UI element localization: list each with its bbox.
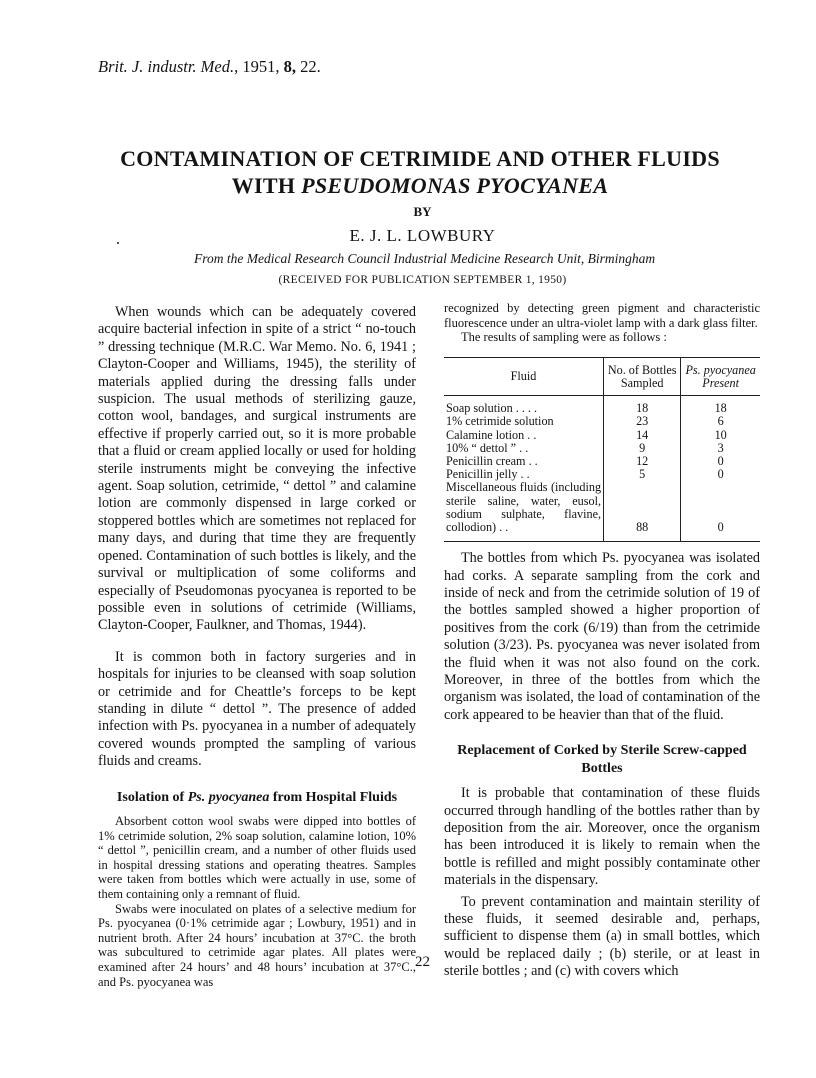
- left-column: [98, 304, 416, 989]
- row-sampled: 5: [604, 468, 681, 481]
- table-row: [444, 481, 760, 541]
- page-number: 22: [415, 954, 430, 970]
- table-header-present: Ps. pyocyanea Present: [681, 357, 760, 395]
- row-present: 6: [681, 415, 760, 428]
- byline: BY: [413, 204, 432, 219]
- title-organism: PSEUDOMONAS PYOCYANEA: [301, 173, 609, 198]
- row-fluid: Calamine lotion . .: [446, 427, 537, 442]
- row-fluid: Penicillin cream . .: [446, 454, 538, 468]
- after-table-paragraph: The bottles from which Ps. pyocyanea was isolated had corks. A separate sampling from the cork and inside of neck and from the cetrimide solution of 19 of the bottles sampled showed a higher proportion of positives from the cork (6/19) than from the cetrimide solution (3/23). Ps. pyocyanea was never isolated from the fluid when it was not also found on the cork. Moreover, in three of the bottles from which the organism was isolated, the load of contamination of the cork appeared to be heavier than that of the fluid.: [444, 550, 760, 723]
- title-prefix: WITH: [231, 173, 296, 198]
- row-present: 0: [681, 455, 760, 468]
- section1-suffix: from Hospital Fluids: [272, 789, 398, 805]
- article-title-line1: CONTAMINATION OF CETRIMIDE AND OTHER FLUIDS: [120, 146, 720, 171]
- author-affiliation: From the Medical Research Council Industrial Medicine Research Unit, Birmingham: [194, 251, 656, 266]
- replacement-paragraph-1: It is probable that contamination of these fluids occurred through handling of the bottles rather than by deposition from the air. Moreover, once the organism has been introduced it is likely to remain when the bottle is refilled and might possibly contaminate other materials in the dispensary.: [444, 785, 760, 889]
- row-present: 10: [681, 429, 760, 442]
- row-present: 3: [681, 442, 760, 455]
- row-present: 0: [681, 481, 760, 541]
- journal-name: Brit. J. industr. Med.,: [98, 57, 239, 76]
- results-intro: The results of sampling were as follows :: [461, 330, 667, 345]
- journal-citation: [98, 57, 321, 77]
- row-sampled: 14: [604, 429, 681, 442]
- right-column: [444, 301, 760, 981]
- row-sampled: 18: [604, 396, 681, 416]
- row-fluid: Miscellaneous fluids (including sterile saline, water, eusol, sodium sulphate, flavine, collodion) . .: [444, 481, 604, 541]
- isolation-paragraph-2: Swabs were inoculated on plates of a selective medium for Ps. pyocyanea (0·1% cetrimide agar ; Lowbury, 1951) and in nutrient broth. After 24 hours’ incubation at 37°C. the broth was subcultured to cetrimide agar plates. All plates were examined after 24 hours’ and 48 hours’ incubation at 37°C., and Ps. pyocyanea was: [98, 901, 416, 989]
- section-heading-isolation: [98, 789, 416, 806]
- section1-prefix: Isolation of: [116, 789, 185, 805]
- section-heading-replacement: Replacement of Corked by Sterile Screw-capped Bottles: [457, 743, 747, 776]
- continued-paragraph: recognized by detecting green pigment and characteristic fluorescence under an ultra-violet lamp with a dark glass filter.: [444, 301, 760, 330]
- table-row: [444, 429, 760, 442]
- intro-paragraph-2: It is common both in factory surgeries and in hospitals for injuries to be cleansed with soap solution or cetrimide and for Cheattle’s forceps to be kept standing in dilute “ dettol ”. The presence of added infection with Ps. pyocyanea in a number of adequately covered wounds prompted the sampling of various fluids and creams.: [98, 648, 416, 770]
- intro-paragraph-1: When wounds which can be adequately covered acquire bacterial infection in spite of a strict “ no-touch ” dressing technique (M.R.C. War Memo. No. 6, 1941 ; Clayton-Cooper and Williams, 1945), the sterility of materials applied during the dressing falls under suspicion. The usual methods of sterilizing gauze, cotton wool, bandages, and surgical instruments are effective if properly carried out, so it is more probable that a fluid or cream applied locally or used for holding sterile instruments might be conveying the infective agent. Soap solution, cetrimide, “ dettol ” and calamine lotion are commonly dispensed in large corked or stoppered bottles which are sometimes not replaced for many days, and during that time they are frequently opened. Contamination of such bottles is likely, and the survival or multiplication of some coliforms and especially of Pseudomonas pyocyanea is reported to be possible even in solutions of cetrimide (Williams, Clayton-Cooper, Faulkner, and Thomas, 1944).: [98, 304, 416, 634]
- row-sampled: 88: [604, 481, 681, 541]
- table-header-sampled: No. of Bottles Sampled: [604, 357, 681, 395]
- row-sampled: 23: [604, 415, 681, 428]
- section1-organism: Ps. pyocyanea: [187, 789, 270, 805]
- row-sampled: 12: [604, 455, 681, 468]
- row-fluid: 10% “ dettol ” . .: [446, 440, 529, 455]
- row-fluid: Soap solution . . . .: [446, 401, 538, 416]
- table-row: [444, 415, 760, 428]
- journal-year: 1951,: [242, 57, 280, 76]
- table-row: [444, 396, 760, 416]
- row-fluid: 1% cetrimide solution: [446, 414, 554, 429]
- table-header-fluid: Fluid: [444, 357, 604, 395]
- author-name: E. J. L. LOWBURY: [349, 226, 496, 245]
- replacement-paragraph-2: To prevent contamination and maintain sterility of these fluids, it seemed desirable and, perhaps, sufficient to dispense them (a) in small bottles, which would be replaced daily ; (b) sterile, or at least in sterile bottles ; and (c) with covers which: [444, 893, 760, 980]
- isolation-paragraph-1: Absorbent cotton wool swabs were dipped into bottles of 1% cetrimide solution, 2% soap solution, calamine lotion, 10% “ dettol ”, penicillin cream, and a number of other fluids used in hospital dressing stations and operating theatres. Samples were taken from bottles which were actually in use, some of them containing only a remnant of fluid.: [98, 813, 416, 901]
- journal-volume: 8,: [283, 57, 296, 76]
- received-date: (RECEIVED FOR PUBLICATION SEPTEMBER 1, 1950): [278, 274, 567, 286]
- results-table: [444, 357, 760, 542]
- article-title-line2: [60, 173, 780, 199]
- row-sampled: 9: [604, 442, 681, 455]
- journal-page: 22.: [300, 57, 321, 76]
- row-fluid: Penicillin jelly . .: [446, 467, 530, 482]
- row-present: 0: [681, 468, 760, 481]
- row-present: 18: [681, 396, 760, 416]
